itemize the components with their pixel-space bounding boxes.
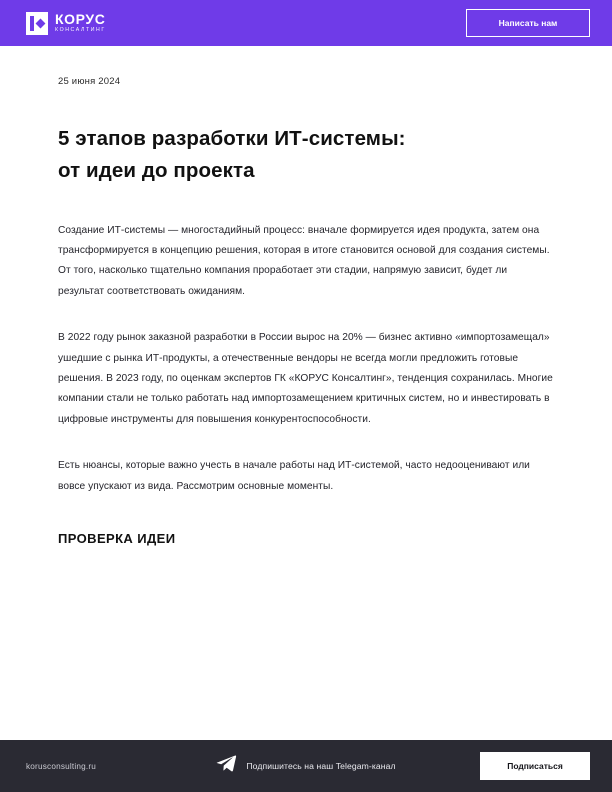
contact-us-button[interactable]: Написать нам: [466, 9, 590, 37]
telegram-icon: [216, 755, 236, 777]
article-body: [0, 46, 612, 740]
korus-logo-icon: [26, 12, 48, 35]
brand-logo[interactable]: [26, 12, 106, 35]
brand-name: КОРУС: [55, 11, 106, 28]
paragraph: Есть нюансы, которые важно учесть в начале работы над ИТ-системой, часто недооценивают или вовсе упускают из вида. Рассмотрим основные моменты.: [58, 460, 530, 492]
page-title-line-2: от идеи до проекта: [58, 158, 255, 182]
paragraph: В 2022 году рынок заказной разработки в России вырос на 20% — бизнес активно «импортозамещал» ушедшие с рынка ИТ-продукты, а отечественные вендоры не всегда могли предложить готовые решения. В 2023 году, по оценкам экспертов ГК «КОРУС Консалтинг», тенденция сохранилась. Многие компании стали не только работать над импортозамещением критичных систем, но и инвестировать в цифровые инструменты для повышения конкурентоспособности.: [58, 332, 553, 425]
site-header: [0, 0, 612, 46]
site-footer: [0, 740, 612, 792]
publish-date: 25 июня 2024: [58, 76, 121, 87]
footer-subscribe-prompt: [216, 755, 395, 777]
section-heading: ПРОВЕРКА ИДЕИ: [58, 531, 176, 546]
subscribe-button[interactable]: Подписаться: [480, 752, 590, 780]
page-title: [58, 123, 554, 187]
brand-logo-text: [55, 12, 106, 33]
footer-cta-text: Подпишитесь на наш Telegam-канал: [246, 761, 396, 771]
brand-subtitle: КОНСАЛТИНГ: [55, 27, 106, 34]
page-title-line-1: 5 этапов разработки ИТ-системы:: [58, 127, 406, 150]
paragraph: Создание ИТ-системы — многостадийный процесс: вначале формируется идея продукта, затем она трансформируется в концепцию решения, которая в итоге становится основой для создания системы. От того, насколько тщательно компания проработает эти стадии, напрямую зависит, будет ли результат соответствовать ожиданиям.: [58, 224, 550, 297]
footer-website-url[interactable]: korusconsulting.ru: [26, 761, 97, 771]
